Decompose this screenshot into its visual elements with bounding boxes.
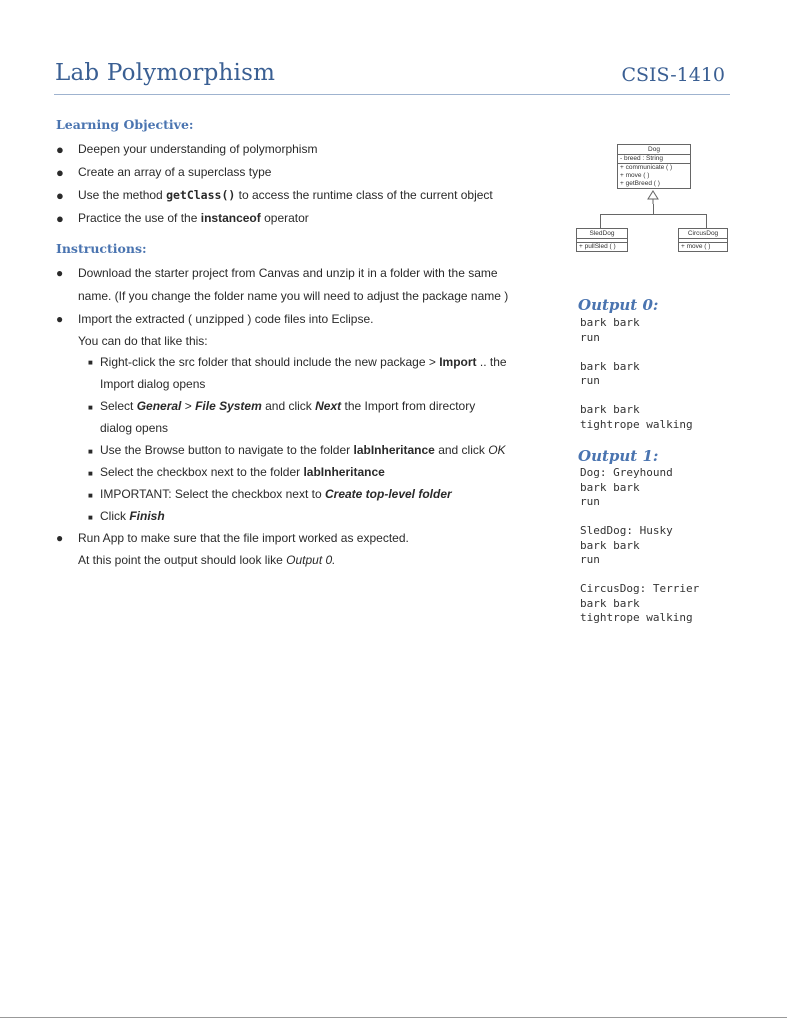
square-bullet-icon: ■ (88, 447, 93, 456)
page-title: Lab Polymorphism (55, 60, 276, 86)
bullet-icon: ● (56, 188, 64, 203)
uml-class-dog: Dog - breed : String + communicate ( ) + move ( ) + getBreed ( ) (617, 144, 691, 189)
bullet-icon: ● (56, 266, 64, 280)
square-bullet-icon: ■ (88, 403, 93, 412)
output-1-text: Dog: Greyhound bark bark run SledDog: Husky bark bark run CircusDog: Terrier bark bark tightrope walking (580, 466, 700, 624)
uml-class-circusdog: CircusDog + move ( ) (678, 228, 728, 252)
square-bullet-icon: ■ (88, 358, 93, 367)
inheritance-connector (600, 214, 707, 215)
bullet-icon: ● (56, 165, 64, 180)
list-item: ● Deepen your understanding of polymorphism (56, 138, 493, 161)
output-0-heading: Output 0: (578, 296, 659, 314)
bullet-icon: ● (56, 312, 64, 326)
inheritance-arrow-icon (647, 190, 659, 204)
code-getclass: getClass() (166, 188, 236, 202)
output-0-text: bark bark run bark bark run bark bark tightrope walking (580, 316, 693, 431)
bullet-icon: ● (56, 531, 64, 545)
instructions-heading: Instructions: (56, 241, 147, 256)
header-divider (54, 94, 730, 95)
output-1-heading: Output 1: (578, 447, 659, 465)
bullet-icon: ● (56, 211, 64, 226)
square-bullet-icon: ■ (88, 469, 93, 478)
list-item: ● Use the method getClass() to access the runtime class of the current object (56, 184, 493, 207)
page-bottom-edge (0, 1017, 787, 1018)
course-code: CSIS-1410 (621, 64, 725, 86)
square-bullet-icon: ■ (88, 491, 93, 500)
bullet-icon: ● (56, 142, 64, 157)
square-bullet-icon: ■ (88, 513, 93, 522)
list-item: ● Create an array of a superclass type (56, 161, 493, 184)
learning-objective-list (56, 138, 493, 230)
uml-class-sleddog: SledDog + pullSled ( ) (576, 228, 628, 252)
list-item: ● Practice the use of the instanceof operator (56, 207, 493, 230)
learning-objective-heading: Learning Objective: (56, 117, 194, 132)
